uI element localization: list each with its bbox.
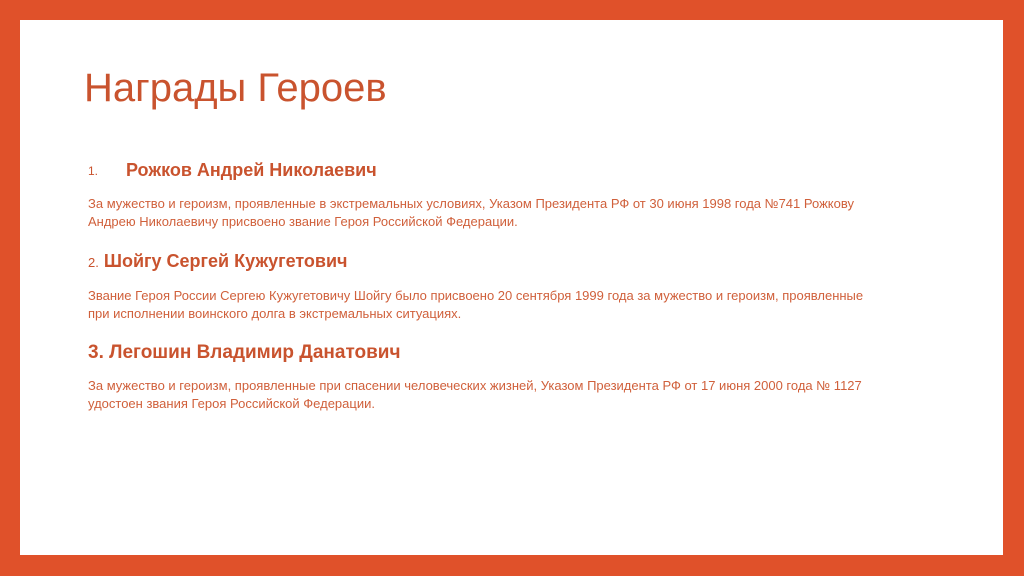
- slide-title: Награды Героев: [84, 66, 387, 110]
- item-number-2: 2.: [88, 255, 99, 270]
- item-name-2: Шойгу Сергей Кужугетович: [103, 251, 348, 271]
- item-number-1: 1.: [88, 164, 99, 178]
- slide-content: [88, 158, 888, 413]
- item-text-1: За мужество и героизм, проявленные в экстремальных условиях, Указом Президента РФ от 30 июня 1998 года №741 Рожкову Андрею Николаевичу присвоено звание Героя Российской Федерации.: [88, 196, 854, 229]
- item-name-3: Легошин Владимир Данатович: [109, 342, 401, 363]
- item-text-2: Звание Героя России Сергею Кужугетовичу Шойгу было присвоено 20 сентября 1999 года за мужество и героизм, проявленные при исполнении воинского долга в экстремальных ситуациях.: [88, 288, 864, 321]
- item-number-3: 3.: [88, 342, 104, 363]
- item-heading-1: [88, 158, 888, 183]
- item-heading-2: [88, 249, 888, 275]
- item-heading-3: [88, 341, 888, 365]
- item-name-1: Рожков Андрей Николаевич: [126, 160, 377, 180]
- item-text-3: За мужество и героизм, проявленные при спасении человеческих жизней, Указом Президента РФ от 17 июня 2000 года № 1127 удостоен звания Героя Российской Федерации.: [88, 378, 862, 411]
